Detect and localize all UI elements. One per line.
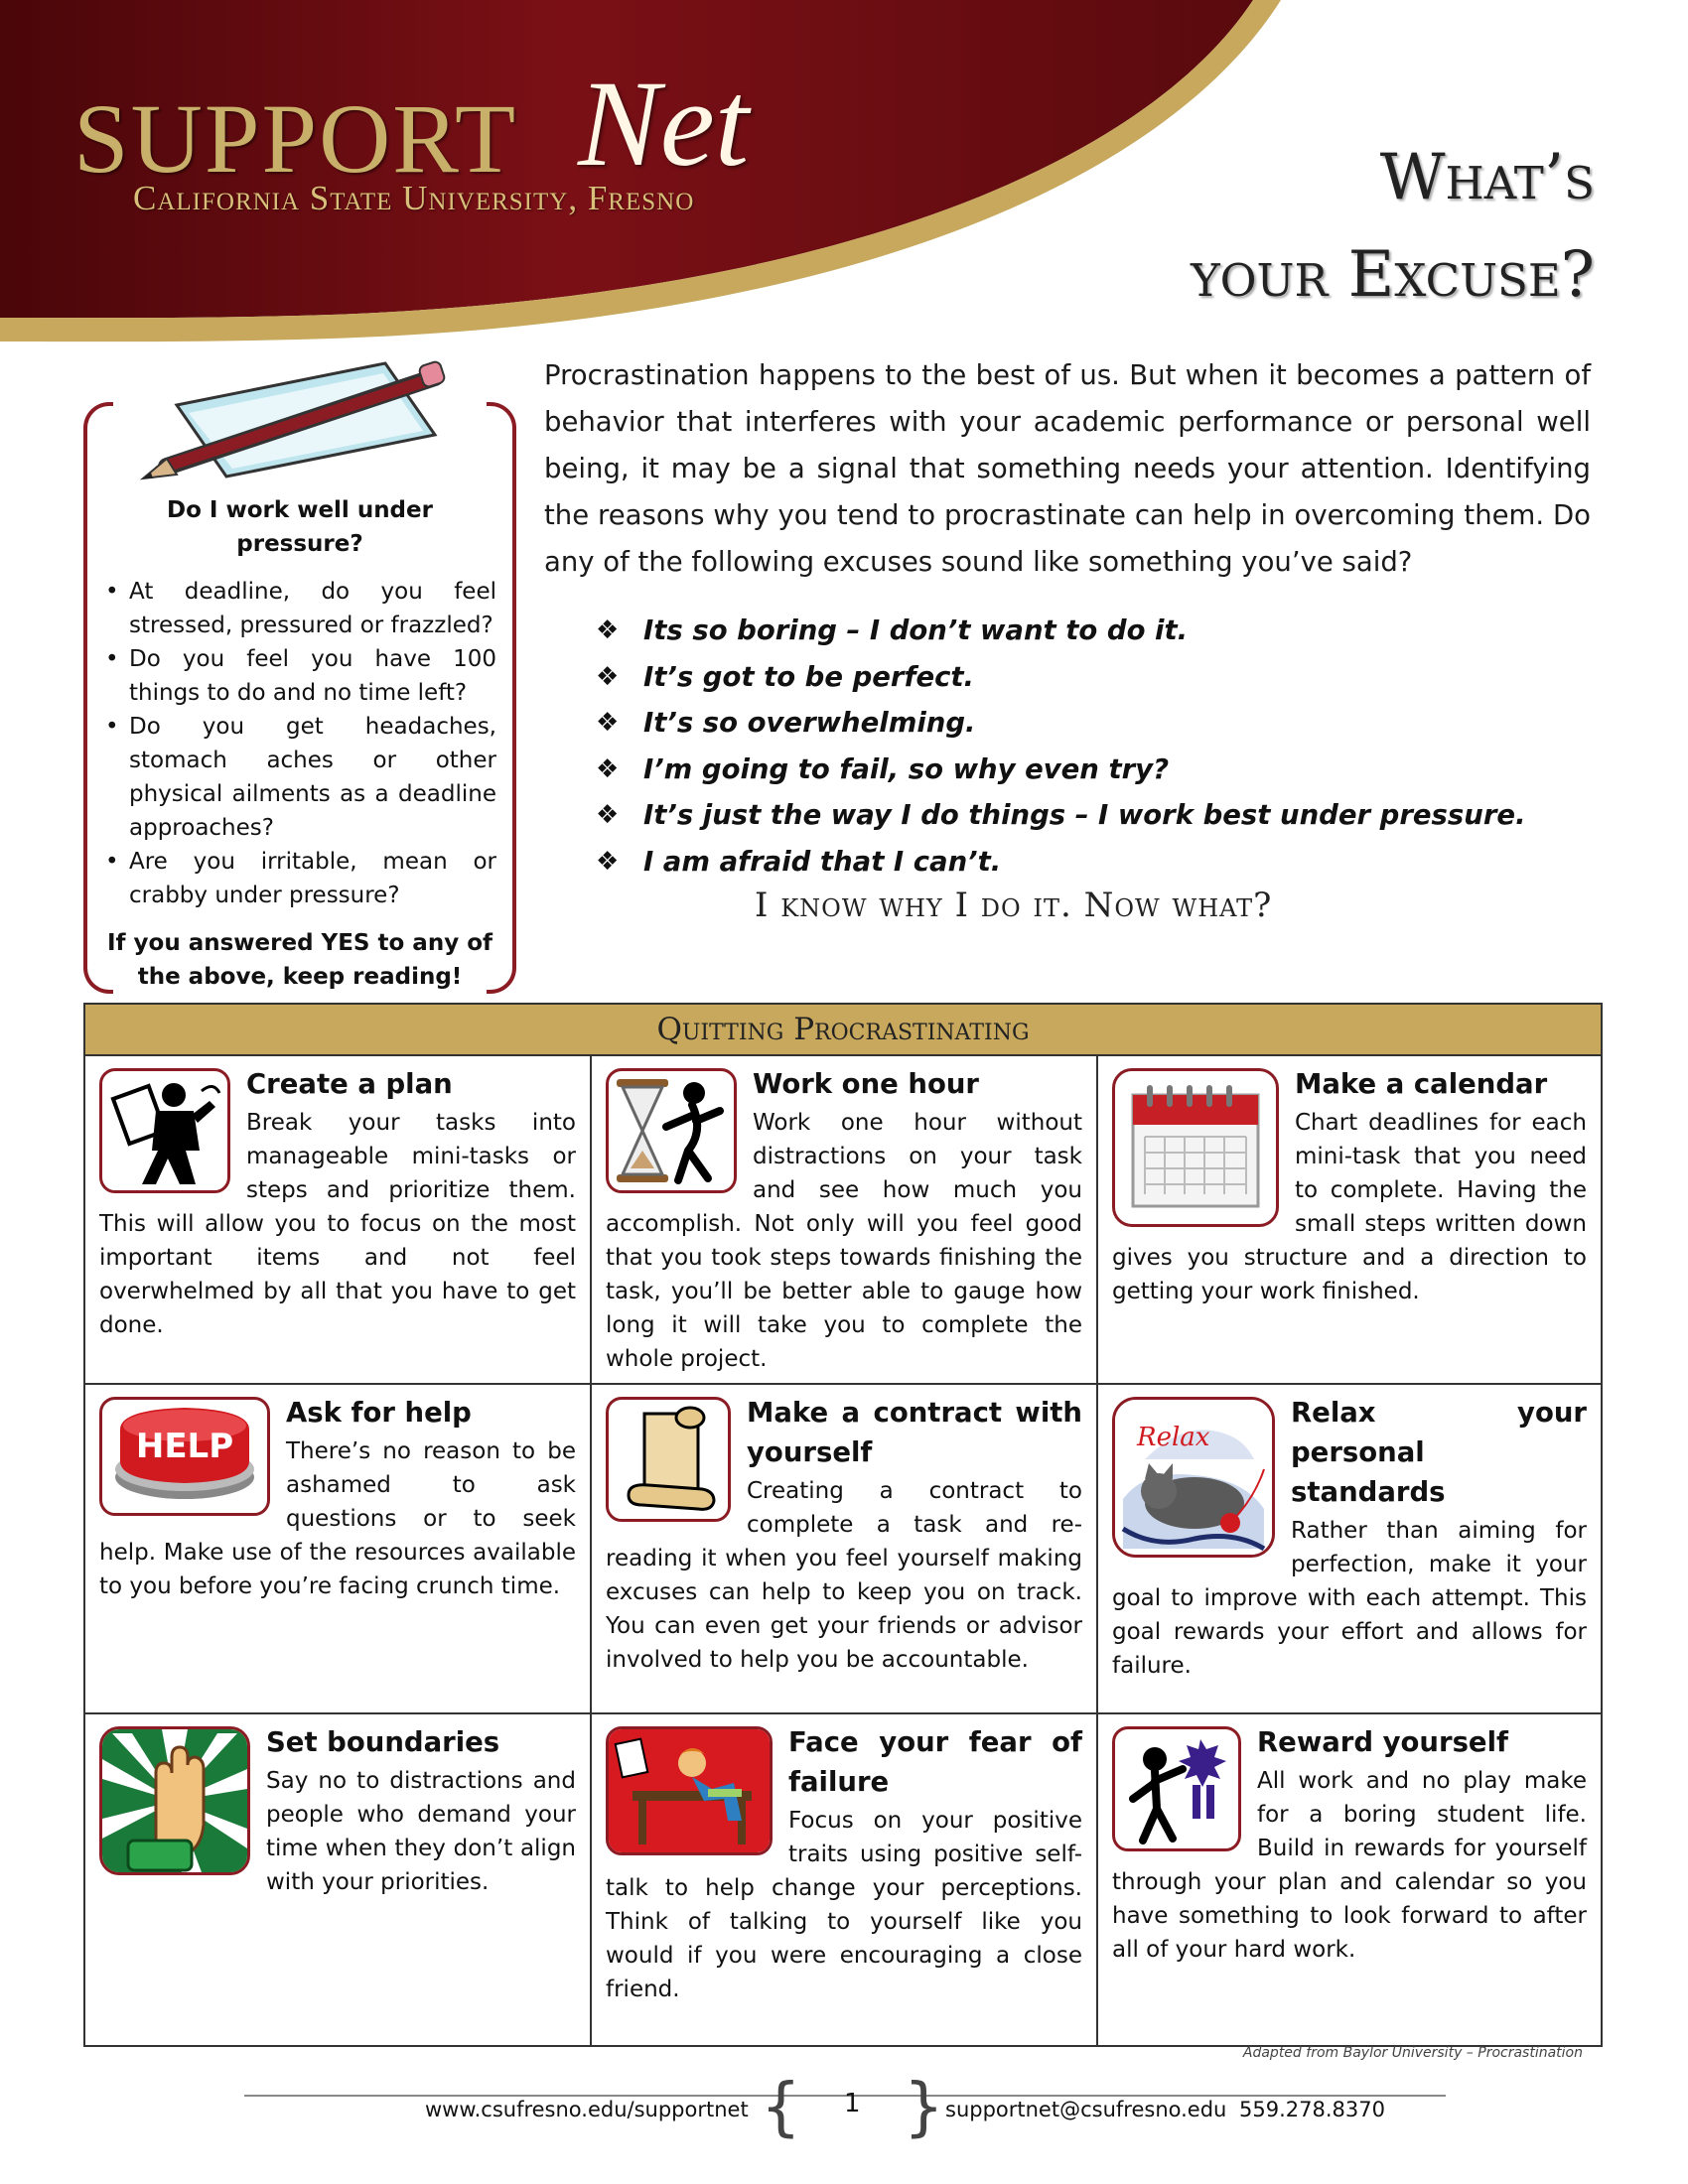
pressure-list-item: • Do you feel you have 100 things to do and no time left? — [103, 642, 496, 710]
page-title — [1191, 129, 1595, 324]
pressure-list-item: • Do you get headaches, stomach aches or other physical ailments as a deadline approaches? — [103, 710, 496, 845]
strategy-title: Ask for help — [286, 1397, 472, 1429]
strategy-text: Break your tasks into manageable mini-tasks or steps and prioritize them. This will allow you to focus on the most important items and not feel overwhelmed by all that you have to get done. — [99, 1110, 576, 1338]
pressure-question: Do I work well under pressure? — [167, 497, 433, 557]
pressure-footer: If you answered YES to any of the above, keep reading! — [106, 930, 493, 990]
title-line-1: What’s — [1379, 141, 1595, 214]
strategy-text: There’s no reason to be ashamed to ask questions or to seek help. Make use of the resources available to you before you’re facing crunch time. — [99, 1438, 576, 1599]
pressure-checklist-panel — [83, 402, 516, 990]
strategy-cell — [1098, 1056, 1601, 1385]
strategy-title: Work one hour — [753, 1068, 979, 1100]
strategy-title: Set boundaries — [266, 1726, 500, 1758]
diamond-bullet-icon: ❖ — [596, 800, 620, 830]
strategy-text: Say no to distractions and people who demand your time when they don’t align with your priorities. — [266, 1768, 576, 1895]
strategy-title: Create a plan — [246, 1068, 453, 1100]
strategy-text: Focus on your positive traits using positive self-talk to help change your perceptions. Think of talking to yourself like you would if you were encouraging a close friend. — [606, 1808, 1082, 2002]
strategy-text: Work one hour without distractions on your task and see how much you accomplish. Not only will you feel good that you took steps towards finishing the task, you’ll be better able to gauge how long it will take you to complete the whole project. — [606, 1110, 1082, 1372]
diamond-bullet-icon: ❖ — [596, 846, 620, 877]
figure-with-plan-icon — [99, 1068, 230, 1193]
logo-support-text: SUPPORT — [73, 83, 518, 194]
excuse-text: It’s just the way I do things – I work best under pressure. — [643, 799, 1526, 831]
excuse-item — [596, 747, 1526, 793]
strategy-title: Face your fear of failure — [788, 1726, 1082, 1798]
strategy-cell — [85, 1385, 592, 1714]
strategy-title: Reward yourself — [1257, 1726, 1508, 1758]
title-line-2: your Excuse? — [1190, 238, 1595, 312]
footer-contact[interactable]: supportnet@csufresno.edu 559.278.8370 — [945, 2098, 1385, 2121]
strategy-cell — [592, 1714, 1098, 2045]
strategy-text: Rather than aiming for perfection, make it your goal to improve with each attempt. This goal rewards your effort and allows for failure. — [1112, 1518, 1587, 1679]
pressure-list-item: • At deadline, do you feel stressed, pressured or frazzled? — [103, 575, 496, 642]
help-button-label: HELP — [135, 1427, 234, 1466]
diamond-bullet-icon: ❖ — [596, 661, 620, 692]
diamond-bullet-icon: ❖ — [596, 615, 620, 645]
excuse-list — [596, 608, 1526, 885]
excuse-item — [596, 608, 1526, 654]
page-number: 1 — [844, 2089, 861, 2118]
stressed-student-icon — [606, 1726, 773, 1855]
excuse-text: I’m going to fail, so why even try? — [643, 752, 1170, 785]
excuse-item — [596, 839, 1526, 886]
strategy-title: Relax your personal standards — [1291, 1397, 1587, 1508]
now-what-heading: I know why I do it. Now what? — [755, 886, 1273, 925]
left-brace: { — [761, 2071, 801, 2144]
strategy-text: Chart deadlines for each mini-task that you need to complete. Having the small steps written down gives you structure and a direction to getting your work finished. — [1112, 1110, 1587, 1304]
strategies-table — [83, 1003, 1603, 2047]
excuse-item — [596, 792, 1526, 839]
footer-website-link[interactable]: www.csufresno.edu/supportnet — [425, 2098, 749, 2121]
strategy-text: All work and no play make for a boring student life. Build in rewards for yourself through your plan and calendar so you have something to look forward to after all of your hard work. — [1112, 1768, 1587, 1963]
excuse-item — [596, 700, 1526, 747]
excuse-text: Its so boring – I don’t want to do it. — [643, 614, 1189, 646]
excuse-text: It’s got to be perfect. — [643, 660, 974, 693]
strategy-cell — [1098, 1714, 1601, 2045]
diamond-bullet-icon: ❖ — [596, 753, 620, 784]
stop-hand-icon — [99, 1726, 250, 1875]
right-brace: } — [904, 2071, 944, 2144]
scroll-icon — [606, 1397, 731, 1522]
logo-university-text: California State University, Fresno — [133, 179, 695, 217]
strategy-title: Make a contract with yourself — [747, 1397, 1082, 1468]
source-credit: Adapted from Baylor University – Procrastination — [1242, 2045, 1583, 2061]
pressure-list-item: • Are you irritable, mean or crabby under pressure? — [103, 845, 496, 912]
pressure-list — [103, 575, 496, 912]
award-ribbon-figure-icon — [1112, 1726, 1241, 1851]
calendar-icon — [1112, 1068, 1279, 1227]
help-button-icon — [99, 1397, 270, 1516]
hourglass-figure-icon — [606, 1068, 737, 1193]
strategy-cell — [592, 1385, 1098, 1714]
strategy-text: Creating a contract to complete a task and re-reading it when you feel yourself making excuses can help to keep you on track. You can even get your friends or advisor involved to help you be accountable. — [606, 1478, 1082, 1673]
intro-paragraph: Procrastination happens to the best of us. But when it becomes a pattern of behavior that interferes with your academic performance or personal well being, it may be a signal that something needs your attention. Identifying the reasons why you tend to procrastinate can help in overcoming them. Do any of the following excuses sound like something you’ve said? — [544, 359, 1591, 578]
logo-net-text: Net — [578, 56, 750, 192]
relaxed-cat-icon — [1112, 1397, 1275, 1558]
strategy-cell — [1098, 1385, 1601, 1714]
excuse-item — [596, 654, 1526, 701]
table-heading: Quitting Procrastinating — [85, 1005, 1601, 1056]
relax-label: Relax — [1137, 1423, 1210, 1452]
strategy-cell — [85, 1056, 592, 1385]
strategy-title: Make a calendar — [1295, 1068, 1548, 1100]
strategy-cell — [592, 1056, 1098, 1385]
excuse-text: It’s so overwhelming. — [643, 707, 976, 739]
diamond-bullet-icon: ❖ — [596, 708, 620, 738]
excuse-text: I am afraid that I can’t. — [643, 845, 1002, 878]
strategy-cell — [85, 1714, 592, 2045]
